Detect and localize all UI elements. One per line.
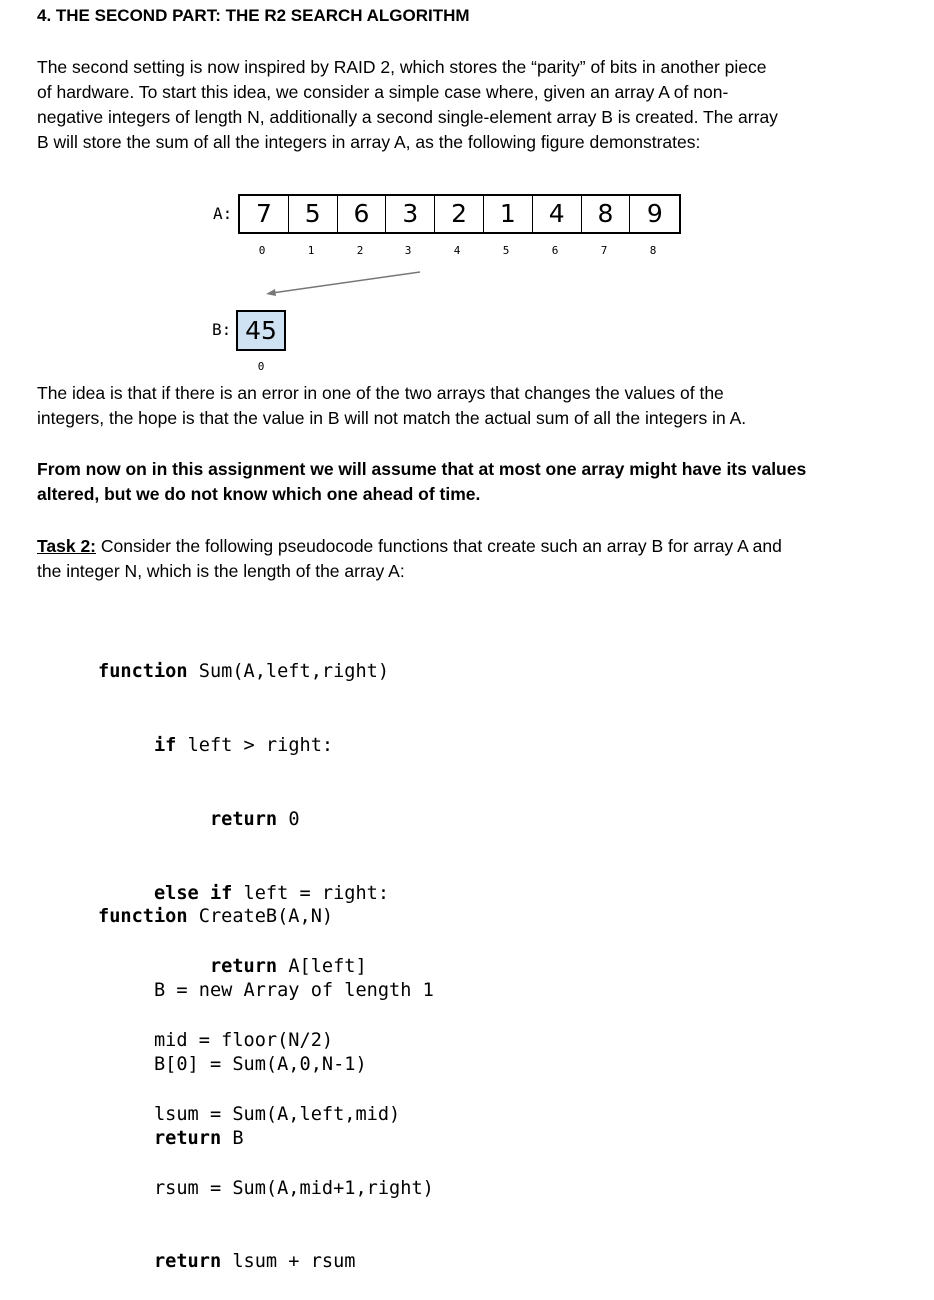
code-keyword: if (98, 734, 177, 756)
array-a-cell: 4 (533, 196, 582, 232)
code-text: B (221, 1127, 244, 1149)
code-text: left > right: (176, 734, 334, 756)
array-b-cell: 45 (236, 310, 286, 351)
task-label: Task 2: (37, 536, 97, 556)
array-a-index: 3 (404, 244, 412, 257)
code-text: left = right: (232, 882, 390, 904)
array-a-index: 8 (649, 244, 657, 257)
code-text: Sum(A,left,right) (187, 661, 390, 683)
code-text: 0 (277, 808, 300, 830)
array-a-index: 6 (551, 244, 559, 257)
array-a-label: A: (213, 204, 233, 223)
array-a-cell: 7 (240, 196, 289, 232)
code-keyword: else if (98, 882, 233, 904)
array-b-index: 0 (257, 360, 265, 373)
array-a-cell: 6 (338, 196, 387, 232)
code-text: CreateB(A,N) (187, 906, 334, 928)
intro-line: negative integers of length N, additionally a second single-element array B is created. The array (37, 107, 778, 127)
code-line: mid = floor(N/2) (98, 1030, 334, 1052)
task-line (37, 534, 907, 559)
code-line (98, 734, 434, 759)
code-text: lsum + rsum (221, 1251, 356, 1273)
array-a-cell: 1 (484, 196, 533, 232)
task-line: the integer N, which is the length of the array A: (37, 561, 405, 581)
assumption-paragraph (37, 457, 907, 507)
section-heading: 4. THE SECOND PART: THE R2 SEARCH ALGORITHM (37, 6, 470, 25)
array-b-label: B: (212, 320, 232, 339)
intro-paragraph (37, 55, 907, 155)
code-keyword: return (98, 1251, 222, 1273)
array-a-index: 7 (600, 244, 608, 257)
code-keyword: function (98, 661, 188, 683)
array-a-index: 2 (356, 244, 364, 257)
code-line: lsum = Sum(A,left,mid) (98, 1103, 401, 1125)
code-line: B = new Array of length 1 (98, 979, 434, 1001)
array-a-index: 5 (502, 244, 510, 257)
task-text: Consider the following pseudocode functions that create such an array B for array A and (96, 536, 782, 556)
array-a-cell: 8 (582, 196, 631, 232)
array-a-cell: 9 (646, 199, 663, 228)
code-text: A[left] (277, 956, 367, 978)
intro-line: The second setting is now inspired by RAID 2, which stores the “parity” of bits in another piece (37, 57, 767, 77)
code-line: rsum = Sum(A,mid+1,right) (98, 1177, 434, 1199)
code-keyword: return (98, 956, 278, 978)
intro-line: of hardware. To start this idea, we consider a simple case where, given an array A of non- (37, 82, 729, 102)
idea-line: The idea is that if there is an error in one of the two arrays that changes the values of the (37, 383, 724, 403)
code-line (98, 1127, 434, 1152)
createb-function-code (98, 856, 434, 1176)
code-line: B[0] = Sum(A,0,N-1) (98, 1053, 367, 1075)
assumption-line: altered, but we do not know which one ahead of time. (37, 484, 481, 504)
array-a-cell: 2 (435, 196, 484, 232)
assumption-line: From now on in this assignment we will assume that at most one array might have its values (37, 459, 807, 479)
code-keyword: return (98, 808, 278, 830)
code-keyword: return (98, 1127, 222, 1149)
code-keyword: function (98, 906, 188, 928)
array-a (238, 194, 681, 234)
intro-line: B will store the sum of all the integers in array A, as the following figure demonstrates: (37, 132, 701, 152)
array-a-cell: 5 (289, 196, 338, 232)
idea-paragraph (37, 381, 907, 431)
idea-line: integers, the hope is that the value in B will not match the actual sum of all the integers in A. (37, 408, 747, 428)
code-line (98, 905, 434, 930)
code-line (98, 808, 434, 833)
array-a-index: 4 (453, 244, 461, 257)
array-a-cell: 3 (386, 196, 435, 232)
code-line (98, 660, 434, 685)
task-paragraph (37, 534, 907, 584)
array-a-index: 1 (307, 244, 315, 257)
code-line (98, 1250, 434, 1275)
array-a-index: 0 (258, 244, 266, 257)
